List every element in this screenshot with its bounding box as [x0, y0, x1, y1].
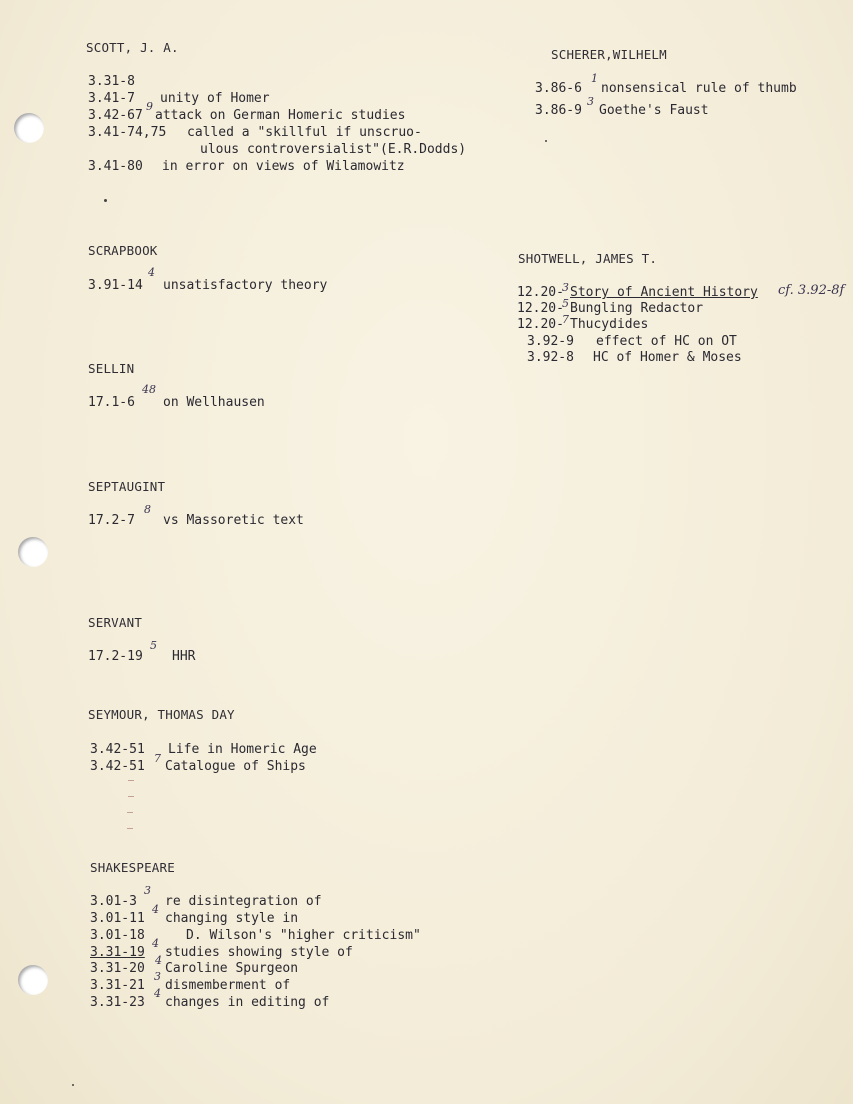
entry-ref: 3.92-8	[527, 350, 574, 365]
ink-speck	[545, 140, 547, 142]
entry-text: effect of HC on OT	[596, 334, 737, 349]
handwritten-superscript: 8	[144, 503, 151, 516]
entry-heading-scott: SCOTT, J. A.	[86, 40, 179, 55]
entry-text: called a "skillful if unscruo-	[187, 125, 422, 140]
handwritten-superscript: 4	[154, 987, 161, 1000]
entry-ref: 3.31-20	[90, 961, 145, 976]
entry-heading-septaugint: SEPTAUGINT	[88, 479, 166, 494]
entry-heading-shakespeare: SHAKESPEARE	[90, 860, 175, 875]
handwritten-superscript: 4	[148, 266, 155, 279]
entry-ref: 3.42-67	[88, 108, 143, 123]
entry-heading-scherer: SCHERER,WILHELM	[551, 47, 667, 62]
entry-ref: 3.01-11	[90, 911, 145, 926]
ink-speck	[72, 1084, 74, 1086]
entry-ref: 3.86-9	[535, 103, 582, 118]
pencil-mark	[127, 812, 133, 813]
entry-text: dismemberment of	[165, 978, 291, 993]
entry-ref: 3.41-7	[88, 91, 135, 106]
entry-ref: 3.42-51	[90, 759, 145, 774]
entry-text: ulous controversialist"(E.R.Dodds)	[200, 142, 467, 157]
entry-ref: 3.92-9	[527, 334, 574, 349]
entry-text: changes in editing of	[165, 995, 330, 1010]
entry-heading-servant: SERVANT	[88, 615, 143, 630]
entry-ref: 3.42-51	[90, 742, 145, 757]
handwritten-superscript: 3	[144, 884, 151, 897]
pencil-mark	[127, 828, 133, 829]
entry-text: Goethe's Faust	[599, 103, 709, 118]
entry-ref: 3.41-80	[88, 159, 143, 174]
entry-ref: 12.20-	[517, 301, 564, 316]
entry-text: unity of Homer	[160, 91, 270, 106]
entry-text: vs Massoretic text	[163, 513, 304, 528]
pencil-mark	[128, 796, 134, 797]
handwritten-superscript: 9	[146, 100, 153, 113]
handwritten-superscript: 3	[587, 95, 594, 108]
entry-text: Life in Homeric Age	[168, 742, 317, 757]
entry-text: Bungling Redactor	[570, 301, 704, 316]
entry-ref: 3.41-74,75	[88, 125, 167, 140]
handwritten-superscript: 4	[152, 903, 159, 916]
entry-ref: 3.31-23	[90, 995, 145, 1010]
handwritten-superscript: 4	[152, 937, 159, 950]
entry-ref: 3.31-8	[88, 74, 135, 89]
entry-text: HC of Homer & Moses	[593, 350, 742, 365]
entry-ref: 12.20-	[517, 285, 564, 300]
entry-text: unsatisfactory theory	[163, 278, 328, 293]
entry-ref: 17.1-6	[88, 395, 135, 410]
entry-text: changing style in	[165, 911, 299, 926]
entry-ref: 3.91-14	[88, 278, 143, 293]
entry-ref: 3.01-18	[90, 928, 145, 943]
entry-heading-scrapbook: SCRAPBOOK	[88, 243, 158, 258]
entry-ref: 3.31-19	[90, 945, 145, 960]
entry-text: re disintegration of	[165, 894, 322, 909]
handwritten-note: cf. 3.92-8f	[778, 283, 845, 298]
handwritten-superscript: 3	[562, 281, 569, 294]
entry-ref: 3.31-21	[90, 978, 145, 993]
entry-text: Catalogue of Ships	[165, 759, 306, 774]
ink-speck	[104, 199, 107, 202]
entry-heading-shotwell: SHOTWELL, JAMES T.	[518, 251, 658, 266]
entry-text: Story of Ancient History	[570, 285, 758, 300]
entry-ref: 3.01-3	[90, 894, 137, 909]
entry-text: D. Wilson's "higher criticism"	[186, 928, 421, 943]
entry-ref: 17.2-7	[88, 513, 135, 528]
entry-text: Caroline Spurgeon	[165, 961, 299, 976]
handwritten-superscript: 7	[154, 752, 161, 765]
entry-text: HHR	[172, 649, 196, 664]
handwritten-superscript: 4	[155, 954, 162, 967]
punch-hole-bottom	[18, 965, 48, 995]
entry-text: studies showing style of	[165, 945, 353, 960]
handwritten-superscript: 48	[142, 383, 156, 396]
pencil-mark	[128, 780, 134, 781]
handwritten-superscript: 1	[591, 72, 598, 85]
entry-text: attack on German Homeric studies	[155, 108, 406, 123]
entry-ref: 17.2-19	[88, 649, 143, 664]
punch-hole-top	[14, 113, 44, 143]
entry-ref: 12.20-	[517, 317, 564, 332]
entry-heading-sellin: SELLIN	[88, 361, 135, 376]
punch-hole-middle	[18, 537, 48, 567]
entry-text: on Wellhausen	[163, 395, 265, 410]
entry-text: nonsensical rule of thumb	[601, 81, 797, 96]
handwritten-superscript: 3	[154, 970, 161, 983]
entry-text: Thucydides	[570, 317, 649, 332]
entry-ref: 3.86-6	[535, 81, 582, 96]
handwritten-superscript: 5	[562, 297, 569, 310]
handwritten-superscript: 7	[562, 313, 569, 326]
entry-heading-seymour: SEYMOUR, THOMAS DAY	[88, 707, 235, 722]
entry-text: in error on views of Wilamowitz	[162, 159, 405, 174]
handwritten-superscript: 5	[150, 639, 157, 652]
